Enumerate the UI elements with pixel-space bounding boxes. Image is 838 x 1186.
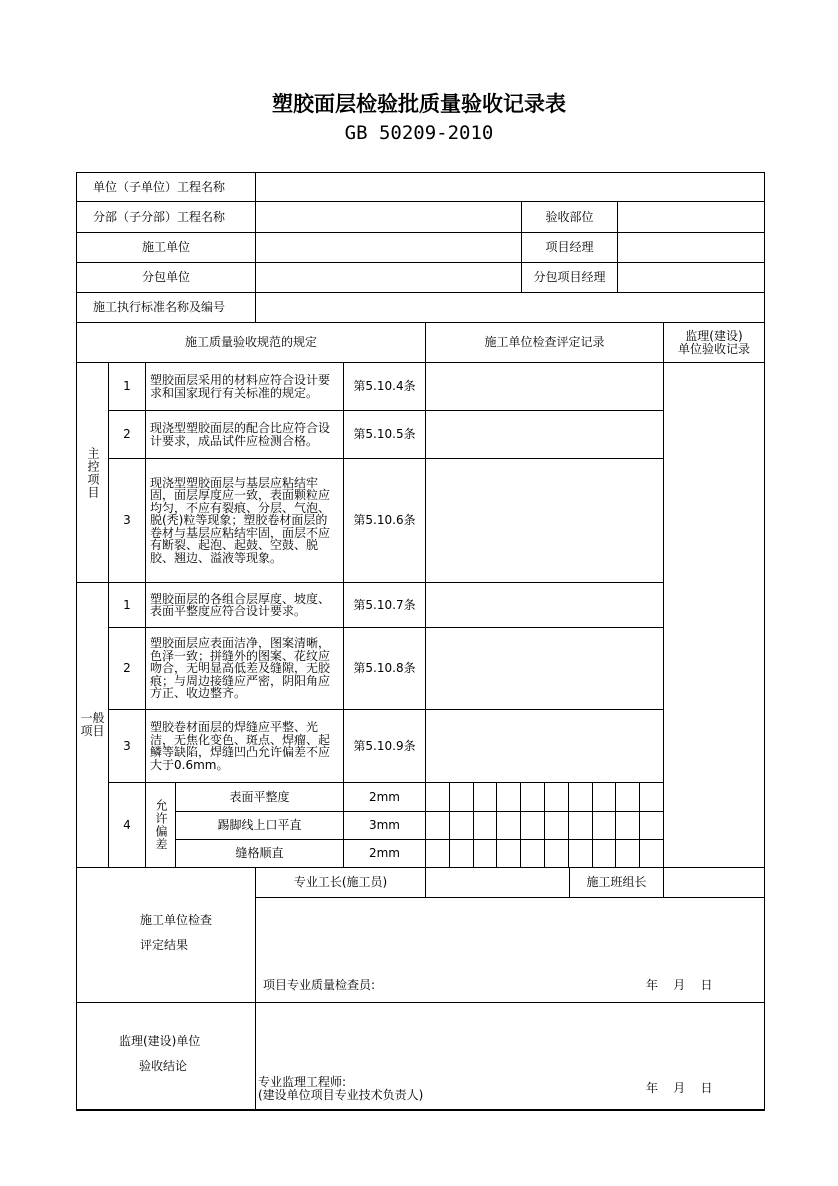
supervisor-record-value[interactable] [663, 362, 765, 868]
measurement-cell[interactable] [544, 811, 569, 840]
tolerance-value: 3mm [343, 811, 426, 840]
measurement-cell[interactable] [520, 811, 545, 840]
measurement-cell[interactable] [473, 839, 498, 868]
item-requirement: 现浇型塑胶面层与基层应粘结牢固，面层厚度应一致，表面颗粒应均匀，不应有裂痕、分层、气泡、脱(秃)粒等现象；塑胶卷材面层的卷材与基层应粘结牢固，面层不应有断裂、起泡、起鼓、空鼓、脱胶、翘边、溢液等现象。 [145, 458, 344, 583]
item-number: 4 [108, 782, 146, 868]
tolerance-label: 允许偏差 [145, 782, 176, 868]
tolerance-value: 2mm [343, 839, 426, 868]
measurement-cell[interactable] [544, 782, 569, 812]
item-clause: 第5.10.4条 [343, 362, 426, 411]
measurement-cell[interactable] [544, 839, 569, 868]
measurement-cell[interactable] [568, 811, 593, 840]
subcontractor-label: 分包单位 [76, 262, 256, 293]
measurement-cell[interactable] [496, 811, 521, 840]
subcontractor-value[interactable] [255, 262, 522, 293]
foreman-value[interactable] [425, 867, 570, 898]
unit-project-value[interactable] [255, 172, 765, 202]
engineer-label: 专业监理工程师: (建设单位项目专业技术负责人) [258, 1075, 424, 1102]
item-clause: 第5.10.5条 [343, 410, 426, 459]
measurement-cell[interactable] [449, 782, 474, 812]
measurement-cell[interactable] [639, 782, 664, 812]
team-leader-label: 施工班组长 [569, 867, 664, 898]
contractor-result-label: 施工单位检查 [140, 913, 213, 927]
acceptance-part-value[interactable] [617, 201, 765, 233]
item-requirement: 塑胶面层应表面洁净，图案清晰，色泽一致；拼缝外的图案、花纹应吻合，无明显高低差及缝隙，无胶痕；与周边接缝应严密，阴阳角应方正、收边整齐。 [145, 627, 344, 710]
measurement-cell[interactable] [520, 782, 545, 812]
acceptance-part-label: 验收部位 [521, 201, 618, 233]
tolerance-item: 踢脚线上口平直 [175, 811, 344, 840]
contractor-label: 施工单位 [76, 232, 256, 263]
measurement-cell[interactable] [568, 839, 593, 868]
item-clause: 第5.10.6条 [343, 458, 426, 583]
standard-code: GB 50209-2010 [344, 122, 494, 144]
supervisor-result-label: 监理(建设)单位 [119, 1034, 201, 1048]
form-title: 塑胶面层检验批质量验收记录表 [272, 92, 566, 116]
sub-project-manager-value[interactable] [617, 262, 765, 293]
measurement-cell[interactable] [473, 811, 498, 840]
item-clause: 第5.10.9条 [343, 709, 426, 783]
item-number: 3 [108, 709, 146, 783]
item-record[interactable] [425, 709, 664, 783]
engineer-date: 年 月 日 [646, 1081, 713, 1095]
measurement-cell[interactable] [449, 811, 474, 840]
contractor-result-label-cell [76, 867, 256, 1003]
standard-value[interactable] [255, 292, 765, 323]
item-requirement: 塑胶面层的各组合层厚度、坡度、表面平整度应符合设计要求。 [145, 582, 344, 628]
foreman-label: 专业工长(施工员) [255, 867, 426, 898]
tolerance-value: 2mm [343, 782, 426, 812]
sub-project-value[interactable] [255, 201, 522, 233]
measurement-cell[interactable] [496, 839, 521, 868]
team-leader-value[interactable] [663, 867, 765, 898]
item-record[interactable] [425, 410, 664, 459]
contractor-value[interactable] [255, 232, 522, 263]
column-header-contractor: 施工单位检查评定记录 [425, 322, 664, 363]
item-record[interactable] [425, 458, 664, 583]
project-manager-label: 项目经理 [521, 232, 618, 263]
item-record[interactable] [425, 582, 664, 628]
standard-label: 施工执行标准名称及编号 [76, 292, 256, 323]
column-header-spec: 施工质量验收规范的规定 [76, 322, 426, 363]
measurement-cell[interactable] [592, 782, 617, 812]
contractor-result-label-2: 评定结果 [140, 938, 189, 952]
inspector-date: 年 月 日 [646, 978, 713, 992]
measurement-cell[interactable] [615, 782, 640, 812]
measurement-cell[interactable] [496, 782, 521, 812]
item-number: 2 [108, 410, 146, 459]
measurement-cell[interactable] [425, 782, 450, 812]
unit-project-label: 单位（子单位）工程名称 [76, 172, 256, 202]
measurement-cell[interactable] [615, 811, 640, 840]
item-number: 2 [108, 627, 146, 710]
measurement-cell[interactable] [615, 839, 640, 868]
item-clause: 第5.10.8条 [343, 627, 426, 710]
item-clause: 第5.10.7条 [343, 582, 426, 628]
measurement-cell[interactable] [592, 839, 617, 868]
measurement-cell[interactable] [639, 839, 664, 868]
item-requirement: 塑胶卷材面层的焊缝应平整、光洁，无焦化变色、斑点、焊瘤、起鳞等缺陷，焊缝凹凸允许偏差不应大于0.6mm。 [145, 709, 344, 783]
project-manager-value[interactable] [617, 232, 765, 263]
column-header-supervisor: 监理(建设) 单位验收记录 [663, 322, 765, 363]
measurement-cell[interactable] [520, 839, 545, 868]
supervisor-result-label-cell [76, 1002, 256, 1111]
sub-project-label: 分部（子分部）工程名称 [76, 201, 256, 233]
item-number: 3 [108, 458, 146, 583]
inspector-label: 项目专业质量检查员: [263, 978, 376, 992]
general-items-label: 一般 项目 [76, 582, 109, 868]
item-record[interactable] [425, 627, 664, 710]
main-items-label: 主控项目 [76, 362, 109, 583]
measurement-cell[interactable] [425, 839, 450, 868]
measurement-cell[interactable] [449, 839, 474, 868]
tolerance-item: 表面平整度 [175, 782, 344, 812]
item-number: 1 [108, 362, 146, 411]
item-number: 1 [108, 582, 146, 628]
item-record[interactable] [425, 362, 664, 411]
sub-project-manager-label: 分包项目经理 [521, 262, 618, 293]
supervisor-result-label-2: 验收结论 [139, 1059, 188, 1073]
tolerance-item: 缝格顺直 [175, 839, 344, 868]
measurement-cell[interactable] [568, 782, 593, 812]
measurement-cell[interactable] [425, 811, 450, 840]
item-requirement: 现浇型塑胶面层的配合比应符合设计要求，成品试件应检测合格。 [145, 410, 344, 459]
measurement-cell[interactable] [639, 811, 664, 840]
measurement-cell[interactable] [592, 811, 617, 840]
item-requirement: 塑胶面层采用的材料应符合设计要求和国家现行有关标准的规定。 [145, 362, 344, 411]
measurement-cell[interactable] [473, 782, 498, 812]
